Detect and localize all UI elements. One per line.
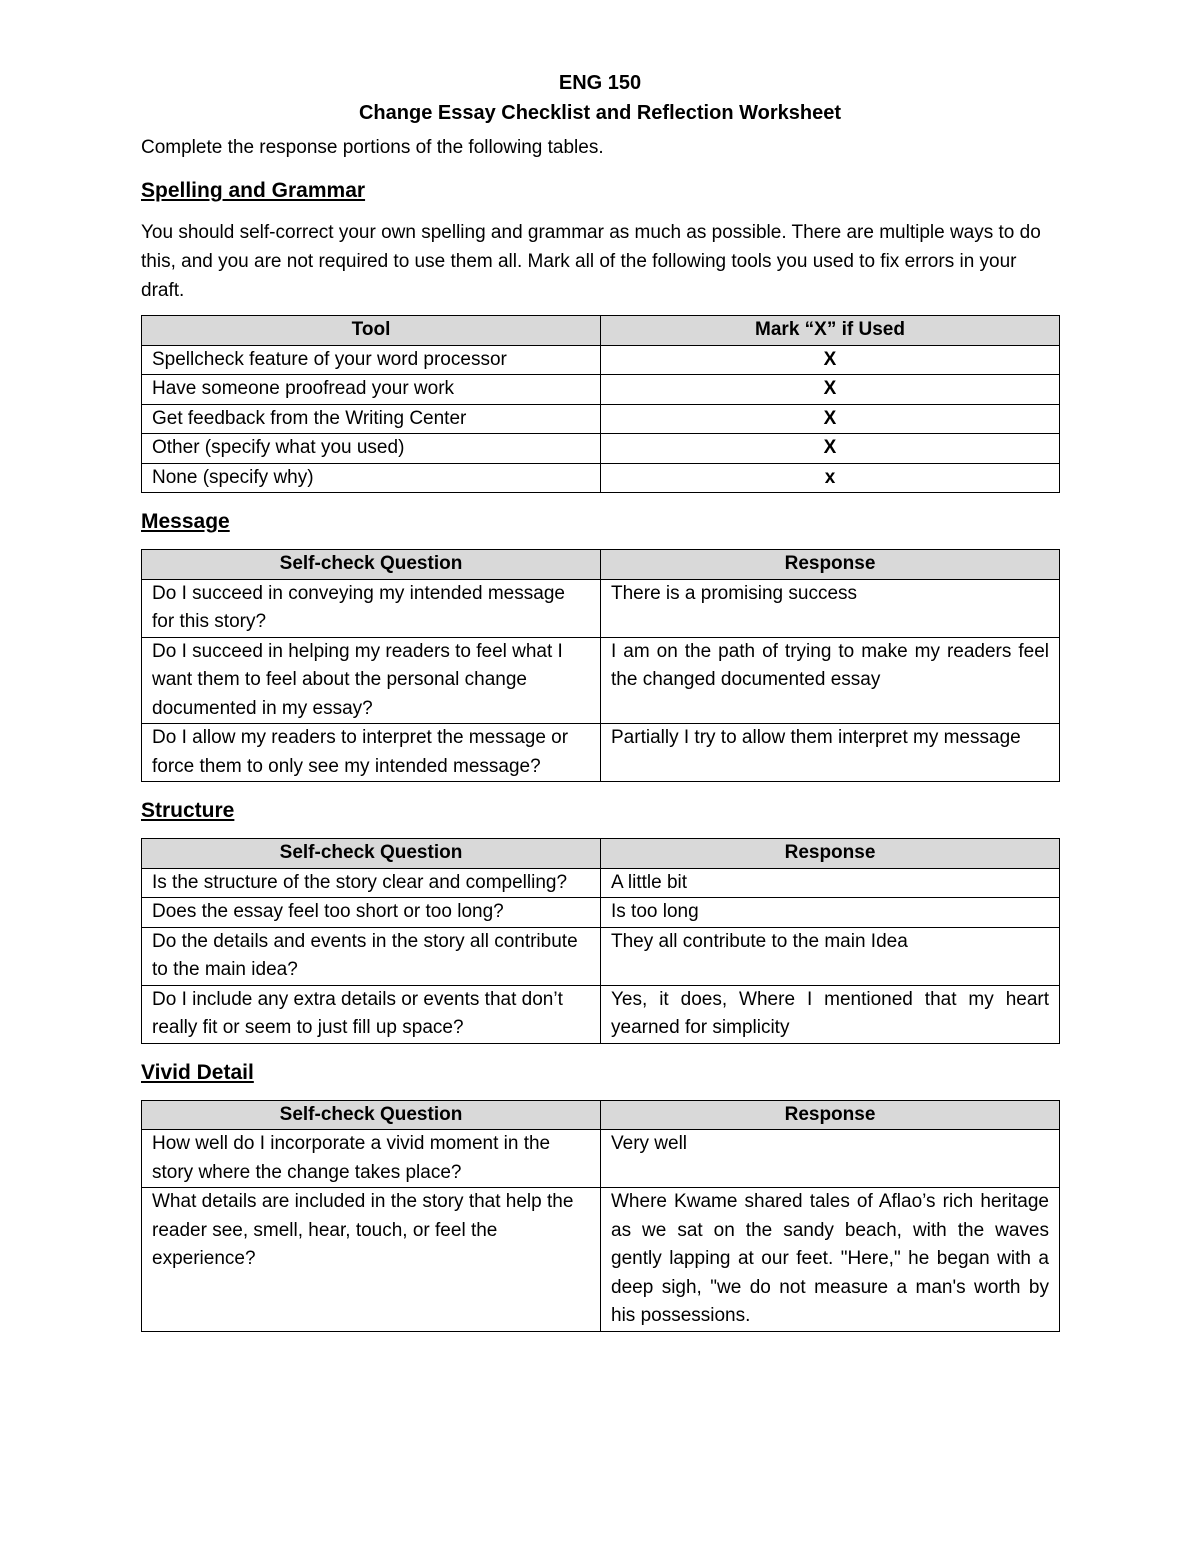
- mark-cell[interactable]: X: [601, 434, 1060, 464]
- tool-cell: Other (specify what you used): [142, 434, 601, 464]
- instructions: Complete the response portions of the following tables.: [141, 137, 604, 158]
- spelling-paragraph: You should self-correct your own spelling and grammar as much as possible. There are multiple ways to do this, and you are not required to use them all. Mark all of the following tools you used to fix errors in your draft.: [141, 222, 1041, 301]
- table-header-row: [142, 550, 1060, 580]
- table-row: [142, 1188, 1060, 1332]
- column-header-response: Response: [601, 839, 1060, 869]
- table-row: [142, 724, 1060, 782]
- question-cell: Do I succeed in conveying my intended message for this story?: [142, 579, 601, 637]
- question-cell: What details are included in the story that help the reader see, smell, hear, touch, or feel the experience?: [142, 1188, 601, 1332]
- column-header-response: Response: [601, 1100, 1060, 1130]
- response-cell[interactable]: There is a promising success: [601, 579, 1060, 637]
- column-header-question: Self-check Question: [142, 839, 601, 869]
- tool-cell: Spellcheck feature of your word processor: [142, 345, 601, 375]
- response-cell[interactable]: Where Kwame shared tales of Aflao’s rich heritage as we sat on the sandy beach, with the waves gently lapping at our feet. "Here," he began with a deep sigh, "we do not measure a man's worth by his possessions.: [601, 1188, 1060, 1332]
- section-heading-structure: Structure: [141, 799, 235, 822]
- course-title: ENG 150: [558, 72, 642, 94]
- column-header-question: Self-check Question: [142, 550, 601, 580]
- table-header-row: [142, 1100, 1060, 1130]
- response-cell[interactable]: I am on the path of trying to make my readers feel the changed documented essay: [601, 637, 1060, 724]
- table-row: [142, 345, 1060, 375]
- section-heading-spelling: Spelling and Grammar: [141, 179, 366, 202]
- vivid-detail-table: [141, 1100, 1060, 1332]
- mark-cell[interactable]: x: [601, 463, 1060, 493]
- table-row: [142, 898, 1060, 928]
- question-cell: Do the details and events in the story all contribute to the main idea?: [142, 927, 601, 985]
- worksheet-title: Change Essay Checklist and Reflection Worksheet: [358, 102, 841, 124]
- table-row: [142, 868, 1060, 898]
- column-header-mark: Mark “X” if Used: [601, 316, 1060, 346]
- tool-cell: None (specify why): [142, 463, 601, 493]
- tools-table: [141, 315, 1060, 493]
- table-header-row: [142, 839, 1060, 869]
- question-cell: Do I include any extra details or events that don’t really fit or seem to just fill up space?: [142, 985, 601, 1043]
- table-row: [142, 375, 1060, 405]
- question-cell: How well do I incorporate a vivid moment in the story where the change takes place?: [142, 1130, 601, 1188]
- tool-cell: Get feedback from the Writing Center: [142, 404, 601, 434]
- table-header-row: [142, 316, 1060, 346]
- response-cell[interactable]: A little bit: [601, 868, 1060, 898]
- tool-cell: Have someone proofread your work: [142, 375, 601, 405]
- mark-cell[interactable]: X: [601, 375, 1060, 405]
- response-cell[interactable]: They all contribute to the main Idea: [601, 927, 1060, 985]
- question-cell: Does the essay feel too short or too long?: [142, 898, 601, 928]
- question-cell: Is the structure of the story clear and compelling?: [142, 868, 601, 898]
- column-header-tool: Tool: [142, 316, 601, 346]
- table-row: [142, 637, 1060, 724]
- table-row: [142, 579, 1060, 637]
- column-header-response: Response: [601, 550, 1060, 580]
- table-row: [142, 463, 1060, 493]
- response-cell[interactable]: Yes, it does, Where I mentioned that my heart yearned for simplicity: [601, 985, 1060, 1043]
- mark-cell[interactable]: X: [601, 345, 1060, 375]
- mark-cell[interactable]: X: [601, 404, 1060, 434]
- table-row: [142, 985, 1060, 1043]
- column-header-question: Self-check Question: [142, 1100, 601, 1130]
- message-table: [141, 549, 1060, 782]
- worksheet-page: [141, 68, 1059, 1332]
- response-cell[interactable]: Is too long: [601, 898, 1060, 928]
- structure-table: [141, 838, 1060, 1044]
- table-row: [142, 434, 1060, 464]
- response-cell[interactable]: Very well: [601, 1130, 1060, 1188]
- section-heading-vivid-detail: Vivid Detail: [141, 1060, 254, 1084]
- table-row: [142, 1130, 1060, 1188]
- section-heading-message: Message: [141, 510, 230, 533]
- response-cell[interactable]: Partially I try to allow them interpret my message: [601, 724, 1060, 782]
- table-row: [142, 404, 1060, 434]
- question-cell: Do I succeed in helping my readers to feel what I want them to feel about the personal change documented in my essay?: [142, 637, 601, 724]
- question-cell: Do I allow my readers to interpret the message or force them to only see my intended message?: [142, 724, 601, 782]
- table-row: [142, 927, 1060, 985]
